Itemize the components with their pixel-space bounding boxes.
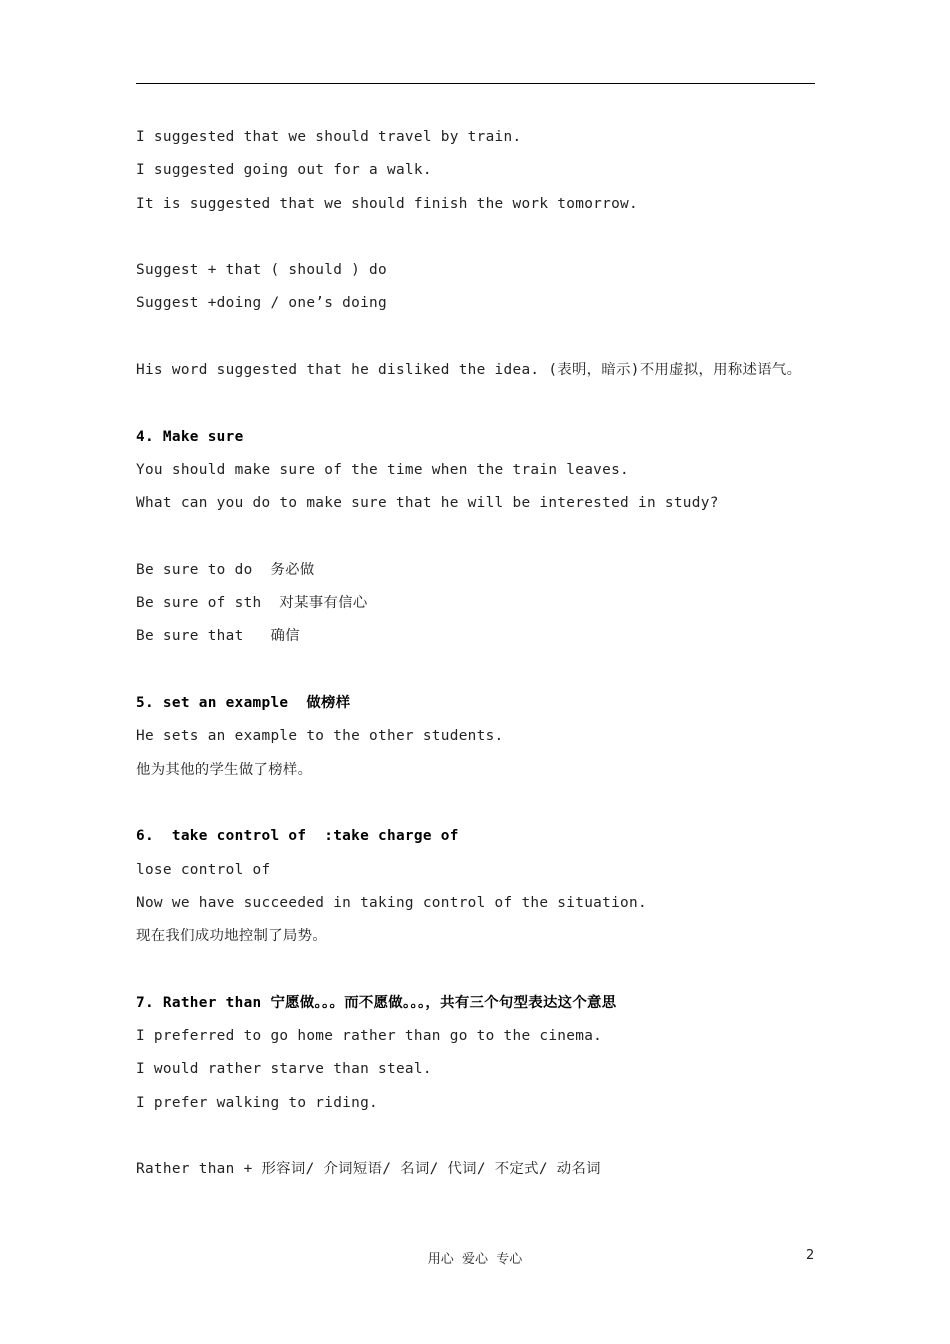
section-heading: 6. take control of :take charge of [136,828,459,845]
blank-line [136,654,836,687]
text-line: Suggest +doing / one’s doing [136,295,387,312]
blank-line [136,1120,836,1153]
blank-line [136,521,836,554]
text-line: lose control of [136,861,271,878]
blank-line [136,321,836,354]
section-heading: 7. Rather than 宁愿做。。。而不愿做。。。，共有三个句型表达这个意思 [136,994,617,1011]
text-line: 现在我们成功地控制了局势。 [136,928,327,945]
blank-line [136,787,836,820]
footer-text: 用心 爱心 专心 [427,1252,523,1267]
page-number: 2 [806,1248,815,1263]
blank-line [136,953,836,986]
text-line: Suggest + that ( should ) do [136,262,387,279]
text-line: I suggested that we should travel by train. [136,129,522,145]
text-line: Be sure that 确信 [136,628,300,645]
document-body [136,121,836,1187]
text-line: It is suggested that we should finish the work tomorrow. [136,195,638,212]
text-line: He sets an example to the other students. [136,728,504,745]
text-line: You should make sure of the time when the train leaves. [136,461,630,478]
text-line: His word suggested that he disliked the idea. (表明，暗示)不用虚拟，用称述语气。 [136,362,802,379]
text-line: What can you do to make sure that he will be interested in study? [136,495,719,512]
text-line: I would rather starve than steal. [136,1061,432,1078]
text-line: Rather than + 形容词/ 介词短语/ 名词/ 代词/ 不定式/ 动名词 [136,1161,601,1178]
text-line: Be sure of sth 对某事有信心 [136,595,368,612]
section-heading: 5. set an example 做榜样 [136,695,351,712]
text-line: Now we have succeeded in taking control of the situation. [136,894,647,911]
section-heading: 4. Make sure [136,428,244,445]
blank-line [136,221,836,254]
text-line: I prefer walking to riding. [136,1094,379,1111]
text-line: I suggested going out for a walk. [136,162,432,179]
text-line: I preferred to go home rather than go to the cinema. [136,1028,603,1045]
header-rule [136,83,815,84]
blank-line [136,387,836,420]
text-line: 他为其他的学生做了榜样。 [136,761,313,778]
text-line: Be sure to do 务必做 [136,561,315,578]
